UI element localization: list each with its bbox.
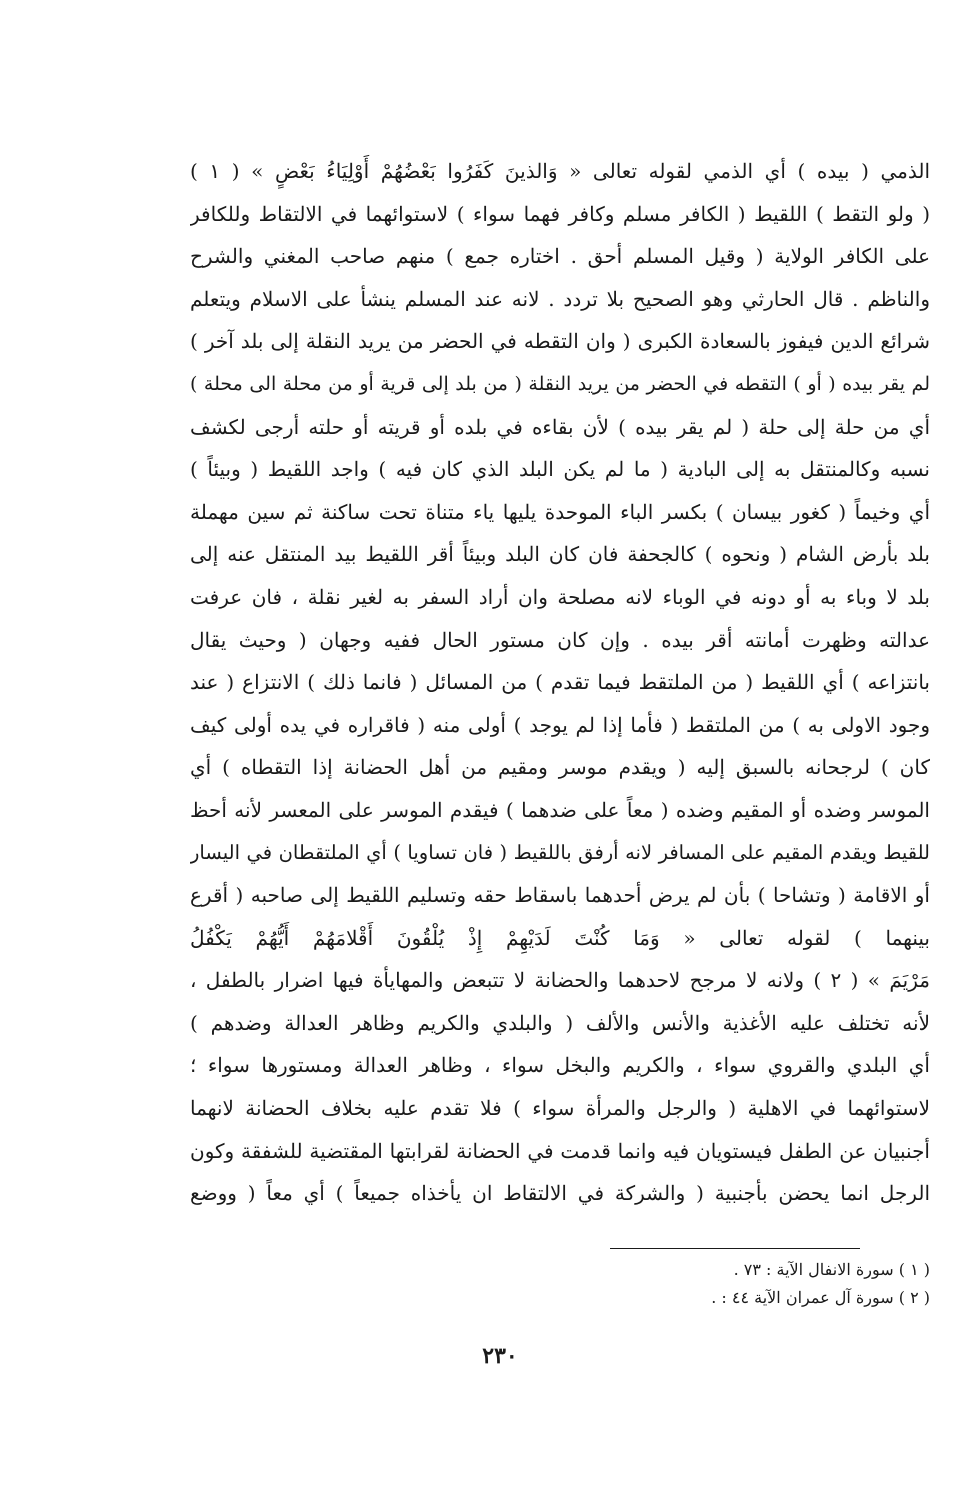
footnotes <box>560 1256 930 1312</box>
text-line: أي من حلة إلى حلة ( لم يقر بيده ) لأن بقاءه في بلده أو قريته أو حلته أرجى لكشف <box>190 414 930 439</box>
text-line: نسبه وكالمنتقل به إلى البادية ( ما لم يكن البلد الذي كان فيه ) واجد اللقيط ( وبيئاً ) <box>190 457 930 482</box>
footnote: ( ١ ) سورة الانفال الآية : ٧٣ . <box>733 1260 930 1279</box>
text-line: لأنه تختلف عليه الأغذية والأنس والألف ( والبلدي والكريم وظاهر العدالة وضدهم ) <box>190 1010 930 1035</box>
text-line: كان ) لرجحانه بالسبق إليه ( ويقدم موسر ومقيم من أهل الحضانة إذا التقطاه ) أي <box>190 755 930 780</box>
text-line: مَرْيَمَ » ( ٢ ) ولانه لا مرجح لاحدهما والحضانة لا تتبعض والمهايأة فيها اضرار بالطفل ، <box>190 968 930 993</box>
text-line: أجنبيان عن الطفل فيستويان فيه وانما قدمت في الحضانة لقرابتها المقتضية للشفقة وكون <box>190 1138 930 1163</box>
text-line: على الكافر الولاية ( وقيل المسلم أحق . اختاره جمع ) منهم صاحب المغني والشرح <box>190 244 930 269</box>
text-line: ( ولو التقط ) اللقيط ( الكافر مسلم وكافر فهما سواء ) لاستوائهما في الالتقاط وللكافر <box>190 201 930 226</box>
text-line: بلد بأرض الشام ( ونحوه ) كالجحفة فان كان البلد وبيئاً أقر اللقيط بيد المنتقل عنه إلى <box>190 542 930 567</box>
page-number: ٢٣٠ <box>482 1343 518 1369</box>
text-line: الرجل انما يحضن بأجنبية ( والشركة في الالتقاط ان يأخذاه جميعاً ) أي معاً ( ووضع <box>190 1181 930 1206</box>
text-line: لم يقر بيده ( أو ) التقطه في الحضر من يريد النقلة ( من بلد إلى قرية أو من محلة الى محلة ) <box>190 372 930 395</box>
footnote: ( ٢ ) سورة آل عمران الآية ٤٤ : . <box>711 1288 930 1307</box>
text-line: أو الاقامة ( وتشاحا ) بأن لم يرض أحدهما باسقاط حقه وتسليم اللقيط إلى صاحبه ( أقرع <box>190 883 930 908</box>
text-line: الذمي ( بيده ) أي الذمي لقوله تعالى « وَالذينَ كَفَرُوا بَعْضُهُمْ أَوْلِيَاءُ بَعْضٍ » ( ١ ) <box>190 159 930 183</box>
text-line: والناظم . قال الحارثي وهو الصحيح بلا تردد . لانه عند المسلم ينشأ على الاسلام ويتعلم <box>190 286 930 311</box>
text-line: بلد لا وباء به أو دونه في الوباء لانه مصلحة وان أراد السفر به لغير نقلة ، فان عرفت <box>190 584 930 609</box>
text-line: عدالته وظهرت أمانته أقر بيده . وإن كان مستور الحال ففيه وجهان ( وحيث يقال <box>190 627 930 652</box>
text-line: وجود الاولى به ) من الملتقط ( فأما إذا لم يوجد ) أولى منه ( فاقراره في يده أولى كيف <box>190 712 930 737</box>
main-text-block <box>190 150 930 1215</box>
footnote-divider <box>610 1248 860 1249</box>
text-line: الموسر وضده أو المقيم وضده ( معاً على ضدهما ) فيقدم الموسر على المعسر لأنه أحظ <box>190 797 930 822</box>
text-line: لاستوائهما في الاهلية ( والرجل والمرأة سواء ) فلا تقدم عليه بخلاف الحضانة لانهما <box>190 1096 930 1121</box>
text-line: بانتزاعه ) أي اللقيط ( من الملتقط فيما تقدم ) من المسائل ( فانما ذلك ) الانتزاع ( عند <box>190 670 930 695</box>
text-line: للقيط ويقدم المقيم على المسافر لانه أرفق باللقيط ( فان تساويا ) أي الملتقطان في اليسار <box>190 840 930 864</box>
text-line: بينهما ) لقوله تعالى « وَمَا كُنْتَ لَدَيْهِمْ إِذْ يُلْقُونَ أَقْلامَهُمْ أَيُّهُمْ يَكْفُلُ <box>190 925 930 950</box>
text-line: شرائع الدين فيفوز بالسعادة الكبرى ( وان التقطه في الحضر من يريد النقلة إلى بلد آخر ) <box>190 329 930 354</box>
text-line: أي البلدي والقروي سواء ، والكريم والبخل سواء ، وظاهر العدالة ومستورها سواء ؛ <box>190 1053 930 1078</box>
text-line: أي وخيماً ( كغور بيسان ) بكسر الباء الموحدة يليها ياء متناة تحت ساكنة ثم سين مهملة <box>190 499 930 524</box>
